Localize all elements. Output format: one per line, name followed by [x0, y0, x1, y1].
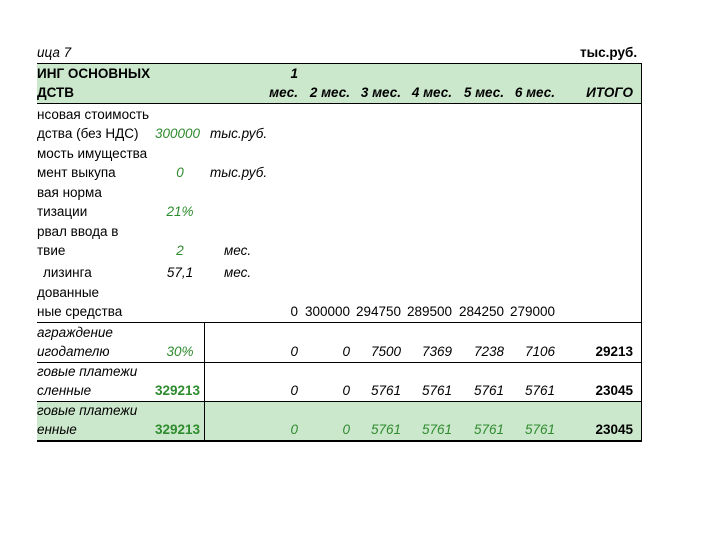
row-4-label-b: енные	[37, 422, 77, 437]
param-label-4a: рвал ввода в	[37, 224, 119, 239]
row-3-total: 23045	[595, 383, 633, 398]
row-1-m3: 294750	[355, 304, 401, 319]
row-2-label-a: аграждение	[37, 325, 113, 340]
param-label-3a: вая норма	[37, 185, 102, 200]
col-header-3: 3 мес.	[360, 85, 401, 100]
row-2-border	[37, 362, 642, 363]
row-2-m1: 0	[290, 344, 298, 359]
row-1-label-a: дованные	[37, 285, 100, 300]
row-1-m2: 300000	[304, 304, 350, 319]
row-4-total: 23045	[595, 422, 633, 437]
row-3-m5: 5761	[473, 383, 504, 398]
col-header-1-line2: мес.	[269, 85, 298, 100]
row-4-m6: 5761	[524, 422, 555, 437]
col-header-5: 5 мес.	[463, 85, 504, 100]
table-bottom-border	[37, 440, 642, 442]
param-unit-4: мес.	[224, 243, 252, 258]
header-top-border	[37, 63, 642, 64]
table-title-line2: ДСТВ	[37, 85, 75, 100]
col-header-total: ИТОГО	[586, 85, 633, 100]
param-label-3b: тизации	[37, 204, 88, 219]
row-3-label-a: говые платежи	[37, 364, 138, 379]
param-value-5: 57,1	[166, 265, 194, 280]
row-2-param: 30%	[166, 344, 194, 359]
row-1-m1: 0	[290, 304, 298, 319]
row-3-label-b: сленные	[37, 383, 92, 398]
param-unit-5: мес.	[224, 265, 252, 280]
row-4-m5: 5761	[473, 422, 504, 437]
param-unit-2: тыс.руб.	[210, 165, 268, 180]
row-2-m5: 7238	[473, 344, 504, 359]
row-2-m3: 7500	[370, 344, 401, 359]
row-3-m3: 5761	[370, 383, 401, 398]
row-3-m2: 0	[342, 383, 350, 398]
col-header-6: 6 мес.	[514, 85, 555, 100]
row-4-m3: 5761	[370, 422, 401, 437]
col-header-1-line1: 1	[290, 66, 298, 81]
row-2-m2: 0	[342, 344, 350, 359]
row-2-total: 29213	[595, 344, 633, 359]
row-1-border	[37, 322, 642, 323]
row-4-m4: 5761	[421, 422, 452, 437]
param-value-2: 0	[176, 165, 184, 180]
col-header-2: 2 мес.	[309, 85, 350, 100]
row-2-label-b: игодателю	[37, 344, 110, 359]
row-3-m6: 5761	[524, 383, 555, 398]
row-4-label-a: говые платежи	[37, 403, 138, 418]
row-3-m1: 0	[290, 383, 298, 398]
units-label: тыс.руб.	[580, 45, 638, 60]
row-1-m4: 289500	[406, 304, 452, 319]
table-caption: ица 7	[37, 45, 72, 60]
header-bottom-border	[37, 103, 642, 104]
row-4-m2: 0	[342, 422, 350, 437]
param-unit-1: тыс.руб.	[210, 126, 268, 141]
row-1-m6: 279000	[509, 304, 555, 319]
param-label-1b: дства (без НДС)	[37, 126, 139, 141]
param-label-1a: нсовая стоимость	[37, 107, 150, 122]
row-1-m5: 284250	[458, 304, 504, 319]
param-value-4: 2	[176, 243, 184, 258]
param-value-3: 21%	[166, 204, 194, 219]
row-3-param: 329213	[154, 383, 200, 398]
row-3-m4: 5761	[421, 383, 452, 398]
param-label-2b: мент выкупа	[37, 165, 116, 180]
param-label-4b: твие	[37, 243, 66, 258]
table-right-border	[641, 63, 642, 442]
table-title-line1: ИНГ ОСНОВНЫХ	[37, 66, 151, 81]
param-label-5a: лизинга	[43, 265, 92, 280]
col-header-4: 4 мес.	[411, 85, 452, 100]
row-2-m6: 7106	[524, 344, 555, 359]
row-1-label-b: ные средства	[37, 304, 123, 319]
param-label-2a: мость имущества	[37, 146, 148, 161]
row-4-m1: 0	[290, 422, 298, 437]
col-sep-param	[204, 322, 205, 441]
row-2-m4: 7369	[421, 344, 452, 359]
param-value-1: 300000	[154, 126, 200, 141]
row-4-param: 329213	[154, 422, 200, 437]
